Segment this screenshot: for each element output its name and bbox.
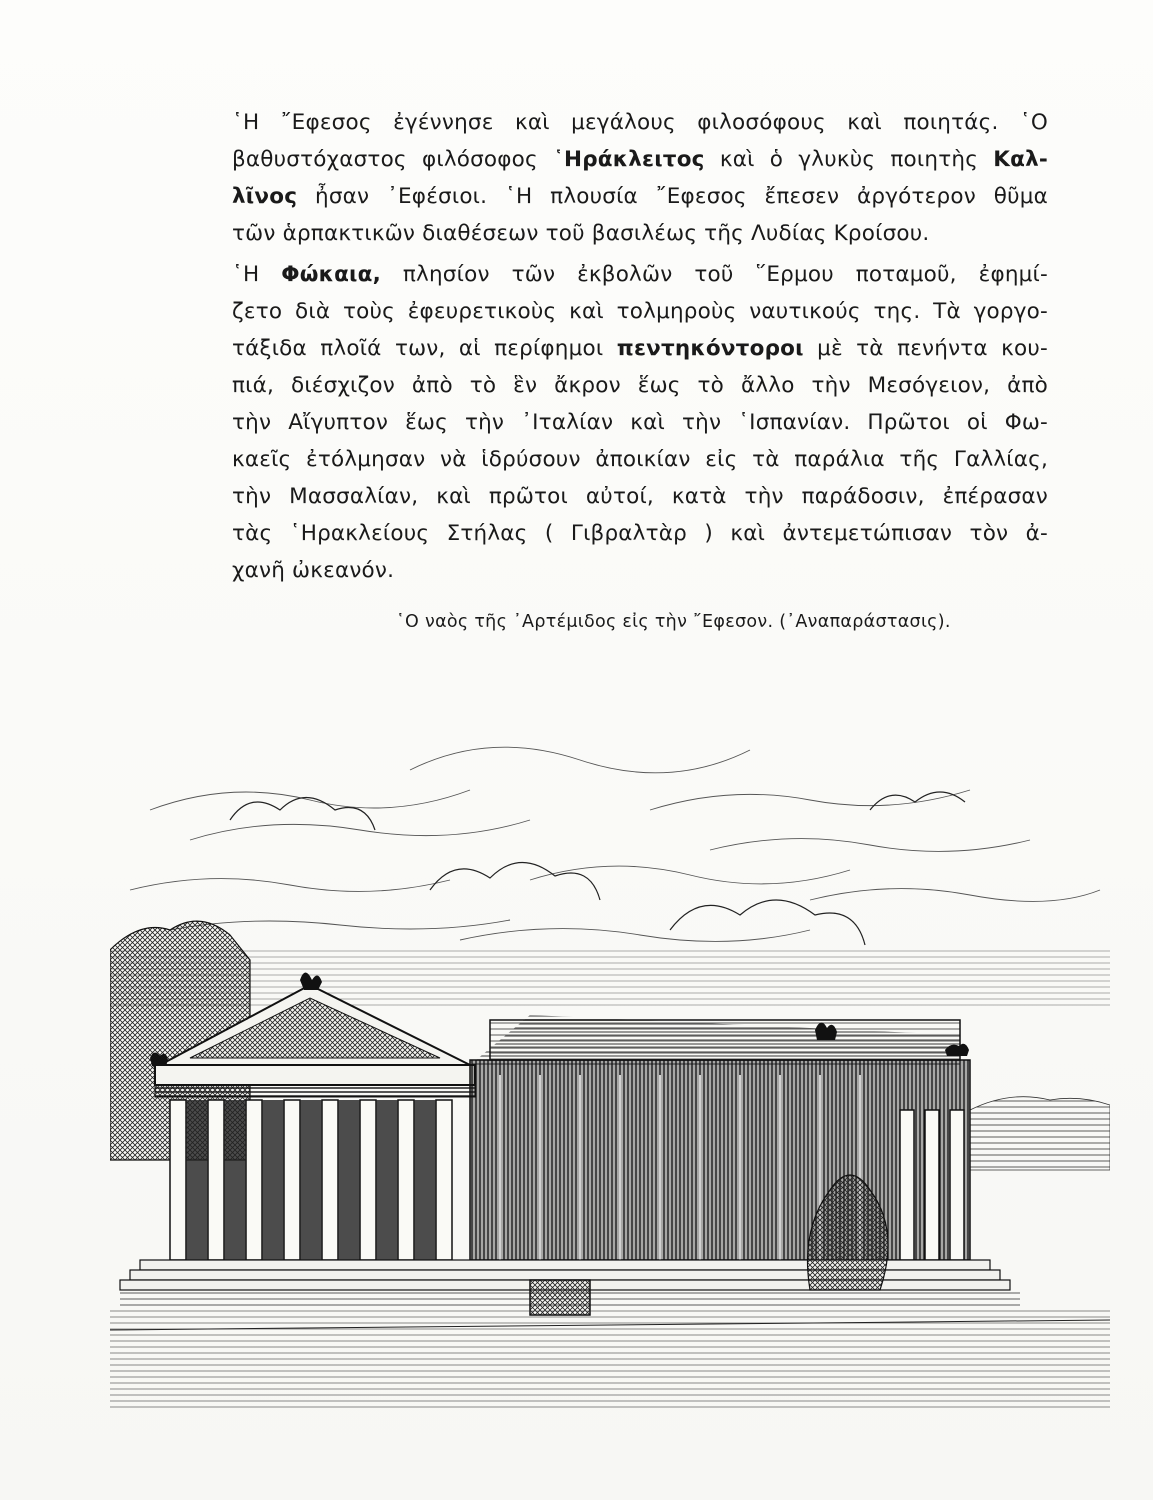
- text-run: ζετο διὰ τοὺς ἐφευρετικοὺς καὶ τολμηροὺς ναυτικούς της. Τὰ γοργο-: [232, 299, 1048, 324]
- text-run: τὰς ῾Ηρακλείους Στήλας ( Γιβραλτὰρ ) καὶ ἀντεμετώπισαν τὸν ἀ-: [232, 521, 1048, 546]
- text-run: τὴν Αἴγυπτον ἕως τὴν ᾿Ιταλίαν καὶ τὴν ῾Ισπανίαν. Πρῶτοι οἱ Φω-: [232, 410, 1048, 435]
- bold-term: ῾Ηράκλειτος: [553, 147, 705, 172]
- text-line: [232, 441, 1048, 478]
- illustration-caption: ῾Ο ναὸς τῆς ᾿Αρτέμιδος εἰς τὴν ῎Εφεσον. (᾿Αναπαράστασις).: [396, 612, 951, 632]
- body-text: [232, 104, 1048, 593]
- altar: [530, 1280, 590, 1315]
- bold-term: Καλ-: [993, 147, 1048, 172]
- bold-term: πεντηκόντοροι: [616, 336, 804, 361]
- text-line: [232, 293, 1048, 330]
- text-line: [232, 104, 1048, 141]
- text-line: [232, 552, 1048, 589]
- text-run: καὶ ὁ γλυκὺς ποιητὴς: [704, 147, 994, 172]
- text-run: τῶν ἁρπακτικῶν διαθέσεων τοῦ βασιλέως τῆς Λυδίας Κροίσου.: [232, 221, 930, 246]
- paragraph-phocaea: [232, 256, 1048, 589]
- bold-term: Φώκαια,: [281, 262, 381, 287]
- text-run: πιά, διέσχιζον ἀπὸ τὸ ἓν ἄκρον ἕως τὸ ἄλλο τὴν Μεσόγειον, ἀπὸ: [232, 373, 1048, 398]
- paragraph-ephesus: [232, 104, 1048, 252]
- text-line: [232, 478, 1048, 515]
- text-run: μὲ τὰ πενήντα κου-: [803, 336, 1048, 361]
- text-line: [232, 215, 1048, 252]
- text-line: [232, 178, 1048, 215]
- sky: [130, 747, 1100, 941]
- text-run: ῾Η: [232, 262, 282, 287]
- text-run: καεῖς ἐτόλμησαν νὰ ἱδρύσουν ἀποικίαν εἰς τὰ παράλια τῆς Γαλλίας,: [232, 447, 1048, 472]
- text-line: [232, 404, 1048, 441]
- text-run: πλησίον τῶν ἐκβολῶν τοῦ ῞Ερμου ποταμοῦ, ἐφημί-: [380, 262, 1048, 287]
- text-run: ἦσαν ᾿Εφέσιοι. ῾Η πλουσία ῎Εφεσος ἔπεσεν ἀργότερον θῦμα: [297, 184, 1048, 209]
- text-run: χανῆ ὠκεανόν.: [232, 558, 395, 583]
- text-line: [232, 515, 1048, 552]
- text-line: [232, 367, 1048, 404]
- temple-of-artemis-engraving: [110, 690, 1110, 1410]
- bold-term: λῖνος: [232, 184, 298, 209]
- text-line: [232, 141, 1048, 178]
- text-run: ῾Η ῎Εφεσος ἐγέννησε καὶ μεγάλους φιλοσόφους καὶ ποιητάς. ῾Ο: [232, 110, 1048, 135]
- text-run: βαθυστόχαστος φιλόσοφος: [232, 147, 554, 172]
- text-run: τὴν Μασσαλίαν, καὶ πρῶτοι αὐτοί, κατὰ τὴν παράδοσιν, ἐπέρασαν: [232, 484, 1048, 509]
- clouds: [230, 792, 965, 945]
- text-run: τάξιδα πλοῖά των, αἱ περίφημοι: [232, 336, 617, 361]
- text-line: [232, 330, 1048, 367]
- text-line: [232, 256, 1048, 293]
